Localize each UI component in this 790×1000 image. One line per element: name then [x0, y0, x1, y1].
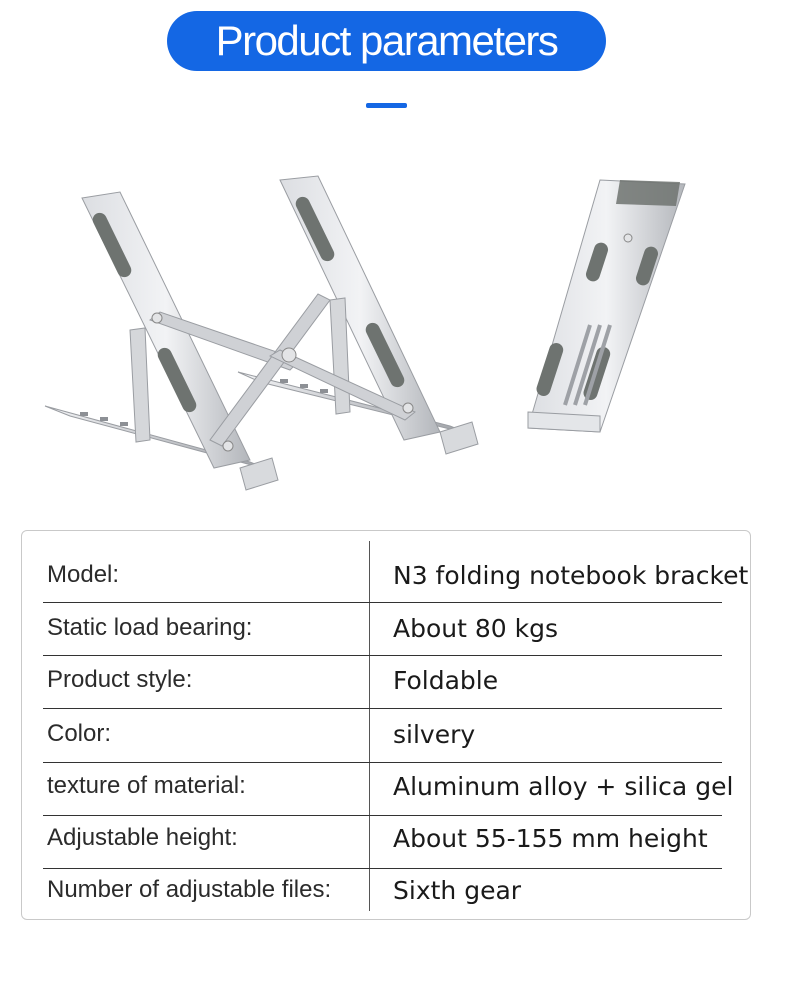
spec-label: Color:	[47, 720, 112, 747]
spec-value: silvery	[393, 719, 476, 749]
spec-value: Foldable	[393, 665, 499, 695]
table-row	[43, 708, 722, 760]
spec-value: Sixth gear	[393, 875, 522, 905]
spec-table	[21, 530, 751, 920]
spec-label: Model:	[47, 561, 120, 588]
folded-stand	[528, 180, 685, 432]
table-row	[43, 760, 734, 812]
spec-label: Static load bearing:	[47, 614, 253, 641]
spec-label: Number of adjustable files:	[47, 876, 332, 903]
table-row	[43, 602, 722, 654]
table-row	[43, 812, 722, 864]
title-pill	[167, 11, 606, 71]
spec-value: Aluminum alloy + silica gel	[393, 771, 734, 801]
laptop-stand-image	[0, 150, 790, 510]
spec-value: About 80 kgs	[393, 613, 558, 643]
open-stand	[45, 176, 478, 490]
spec-label: Product style:	[47, 666, 193, 693]
title-underline	[366, 103, 407, 108]
spec-label: Adjustable height:	[47, 824, 238, 851]
page-title: Product parameters	[215, 17, 558, 64]
spec-value: About 55-155 mm height	[393, 823, 708, 853]
spec-value: N3 folding notebook bracket	[393, 560, 749, 590]
table-row	[43, 654, 722, 706]
table-row	[43, 864, 722, 916]
table-row	[43, 549, 749, 601]
spec-label: texture of material:	[47, 772, 246, 799]
